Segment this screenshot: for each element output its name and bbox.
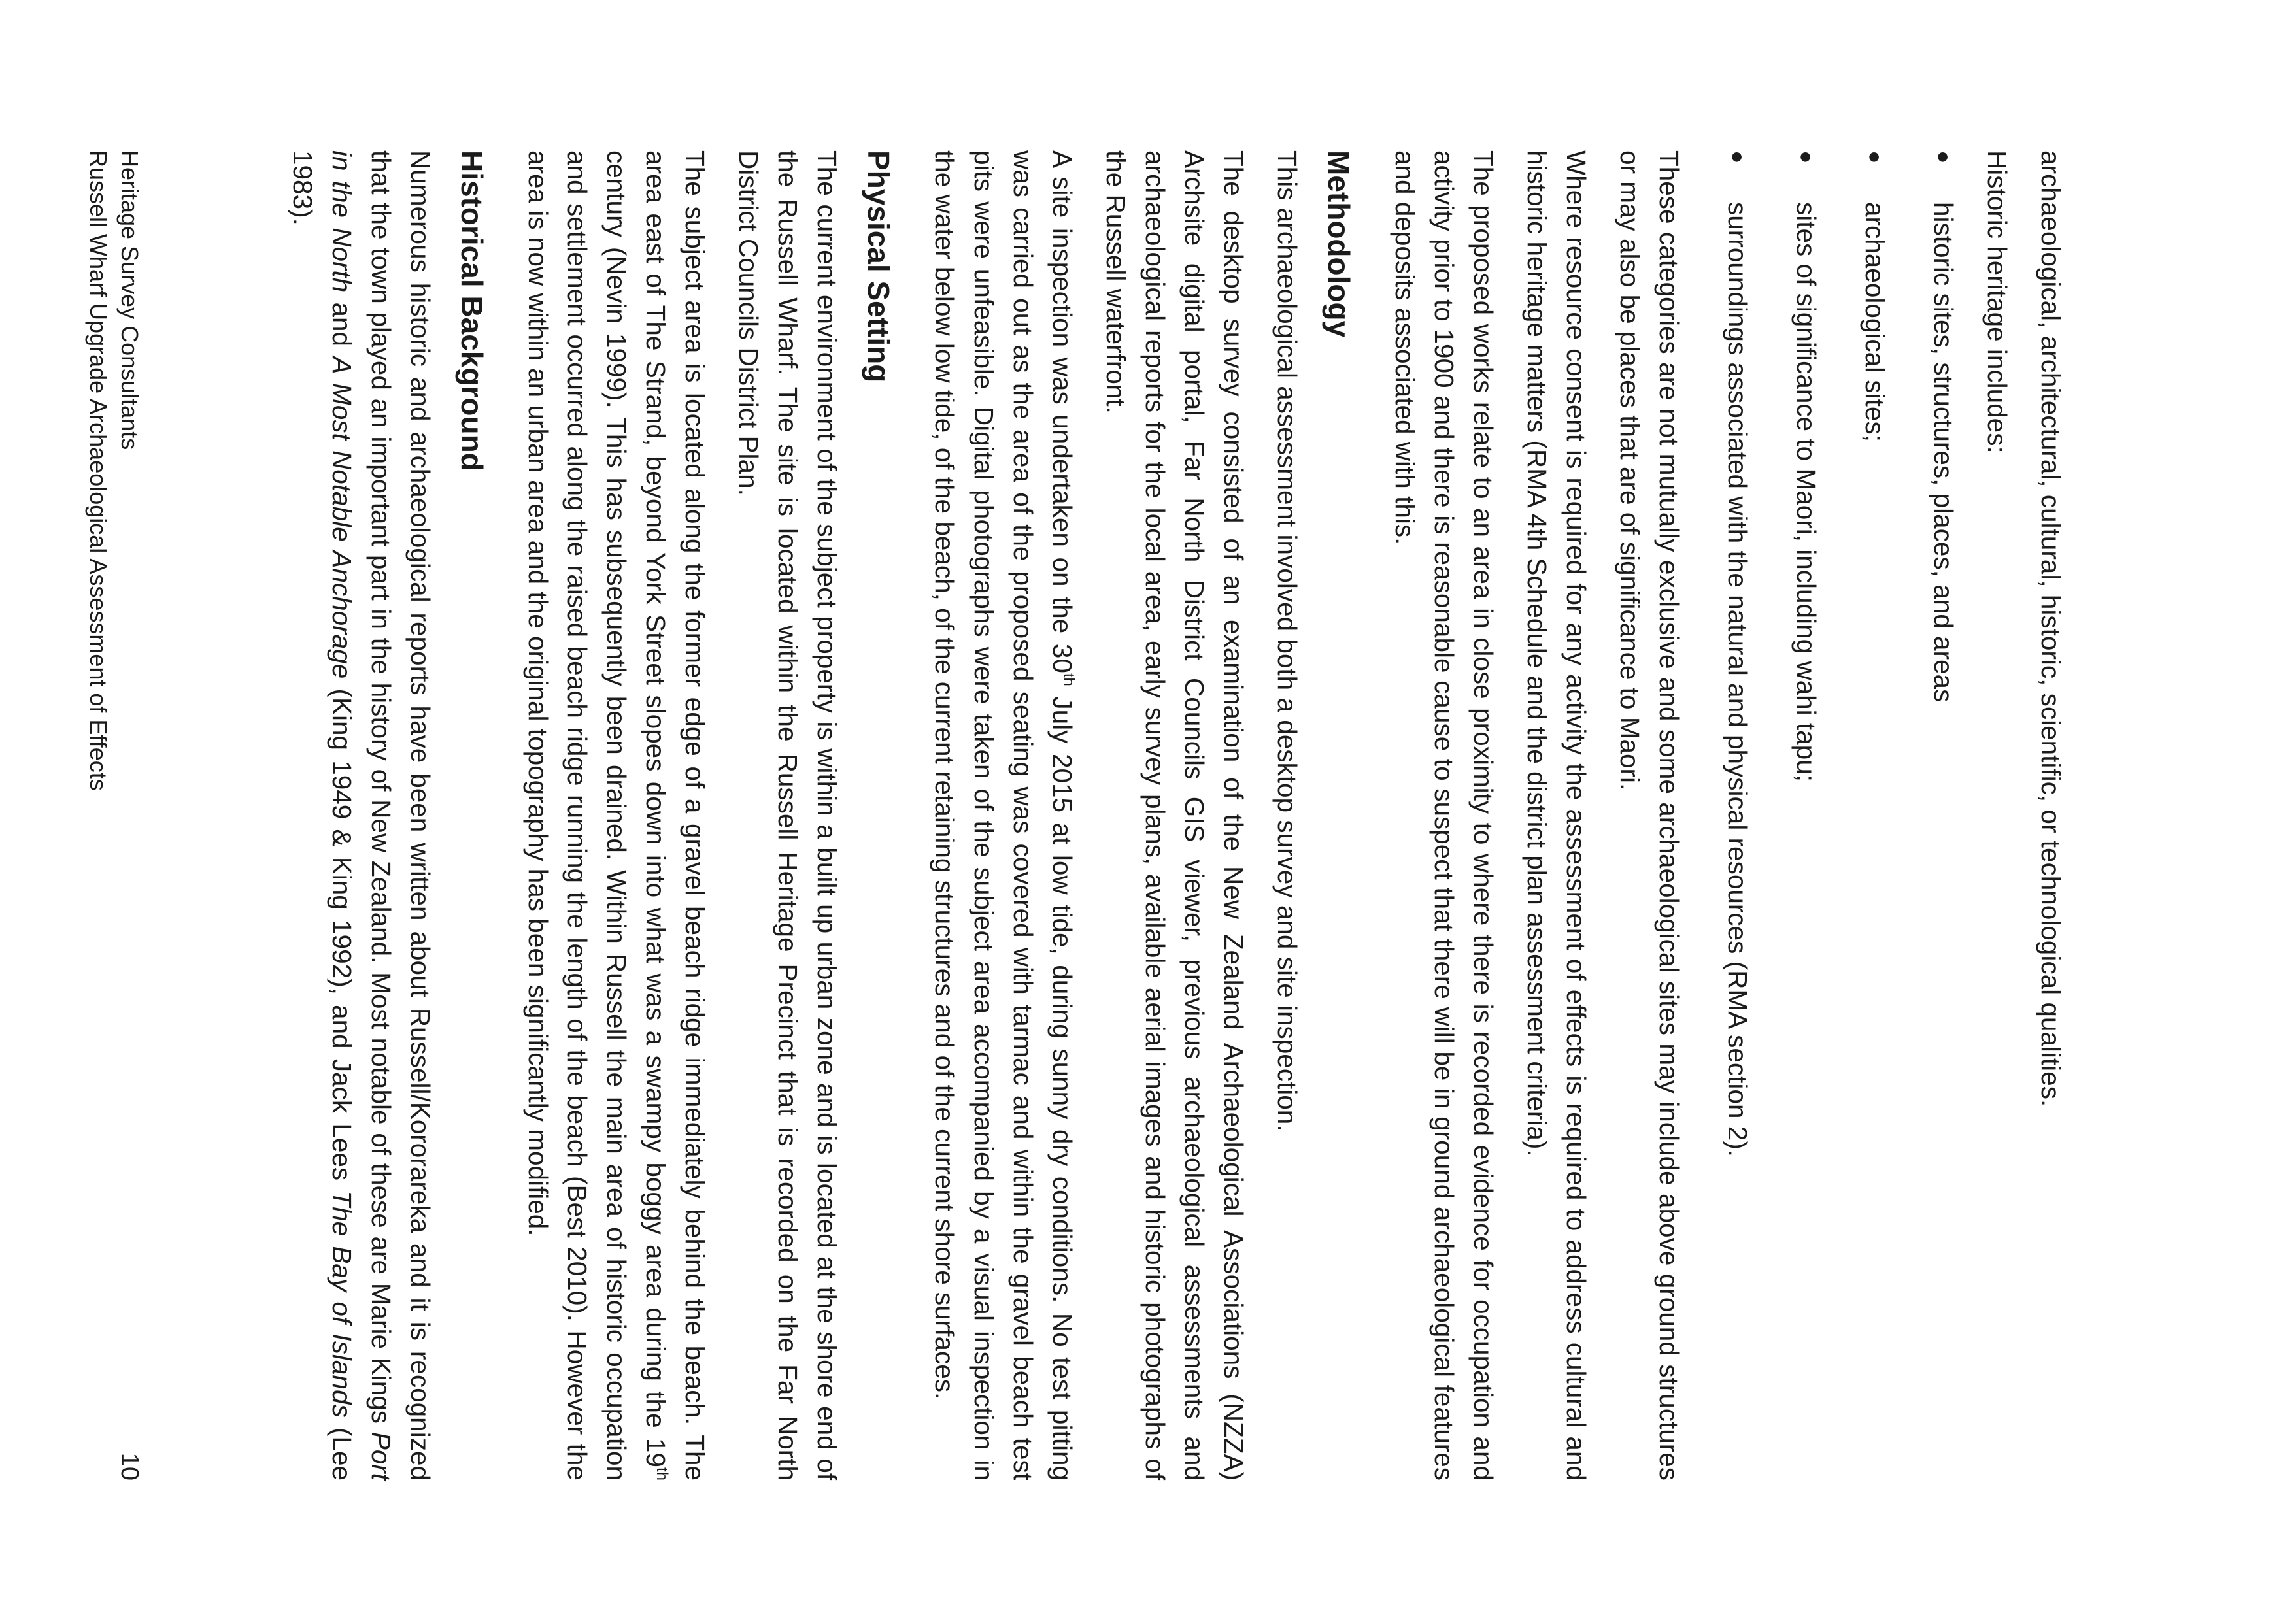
subject-area-text-a: The subject area is located along the former edge of a gravel beach ridge immediately behind the beach. The area east of The Strand, beyond York Street slopes down into what was a swampy boggy area during the 19 [641,150,710,1480]
intro-paragraph-end: archaeological, architectural, cultural, historic, scientific, or technological qualities. [2036,150,2066,1107]
list-item-text: surroundings associated with the natural and physical resources (RMA section 2). [1723,202,1753,1157]
list-item-text: historic sites, structures, places, and areas [1929,202,1959,703]
bullet-icon: ● [1863,150,1887,164]
heritage-list [1718,150,1963,1480]
footer-organization: Heritage Survey Consultants [116,150,143,450]
methodology-overview-paragraph: This archaeological assessment involved both a desktop survey and site inspection. [1272,150,1302,1132]
historical-text-c: (King 1949 & King 1992), and Jack Lees [327,678,357,1191]
footer-report-title: Russell Wharf Upgrade Archaeological Assessment of Effects [85,150,112,791]
site-inspection-text-a: A site inspection was undertaken on the 30 [1047,150,1077,673]
page-number: 10 [116,1452,143,1480]
bullet-icon: ● [1794,150,1819,164]
page-content [269,150,2070,1480]
list-item [1855,150,1895,1480]
historical-text-a: Numerous historic and archaeological reports have been written about Russell/Kororareka and it is recognized that the town played an important part in the history of New Zealand. Most notable of these are Marie Kings [366,150,435,1480]
bullet-icon: ● [1931,150,1956,164]
book-title-a-most-notable-anchorage: A Most Notable Anchorage [327,356,357,679]
page-footer [82,150,145,1480]
site-inspection-text-b: July 2015 at low tide, during sunny dry conditions. No test pitting was carried out as the area of the proposed seating was covered with tarmac and within the gravel beach test pits were unfeasible. Digital photographs were taken of the subject area accompanied by a visual inspection in the water below low tide, of the beach, of the current retaining structures and of the current shore surfaces. [930,150,1077,1481]
list-item [1924,150,1963,1480]
subject-area-text-b: century (Nevin 1999). This has subsequently been drained. Within Russell the main area of historic occupation and settlement occurred along the raised beach ridge running the length of the beach (Best 2010). However the area is now within an urban area and the original topography has been significantly modified. [523,150,632,1480]
subject-area-superscript: th [653,1467,671,1480]
book-title-port-in-the-north: Port in the North [327,150,396,1480]
subject-area-paragraph [518,150,715,1480]
list-item [1718,150,1757,1480]
bullet-icon: ● [1725,150,1750,164]
historical-background-paragraph [283,150,440,1480]
historical-background-heading: Historical Background [455,150,489,471]
resource-consent-paragraph: Where resource consent is required for any activity the assessment of effects is required to address cultural and historic heritage matters (RMA 4th Schedule and the district plan assessment criteria). [1522,150,1591,1480]
heritage-intro: Historic heritage includes: [1982,150,2012,454]
desktop-survey-paragraph: The desktop survey consisted of an examination of the New Zealand Archaeological Associations (NZZA) Archsite digital portal, Far North District Councils GIS viewer, previous archaeological assessments and archaeological reports for the local area, early survey plans, available aerial images and historic photographs of the Russell waterfront. [1101,150,1249,1480]
book-title-the-bay-of-islands: The Bay of Islands [327,1190,357,1418]
list-item [1787,150,1826,1480]
environment-paragraph: The current environment of the subject property is within a built up urban zone and is located at the shore end of the Russell Wharf. The site is located within the Russell Heritage Precinct that is recorded on the Far North District Councils District Plan. [734,150,842,1480]
methodology-heading: Methodology [1322,150,1356,338]
historical-text-d: (Lee 1983). [288,150,357,1481]
site-inspection-superscript: th [1060,673,1077,686]
site-inspection-paragraph [925,150,1082,1480]
historical-text-b: and [327,292,357,357]
categories-paragraph: These categories are not mutually exclusive and some archaeological sites may include above ground structures or may also be places that are of significance to Maori. [1615,150,1684,1480]
list-item-text: archaeological sites; [1860,202,1890,442]
proposed-works-paragraph: The proposed works relate to an area in close proximity to where there is recorded evidence for occupation and activity prior to 1900 and there is reasonable cause to suspect that there will be in ground archaeological features and deposits associated with this. [1390,150,1498,1480]
list-item-text: sites of significance to Maori, including wahi tapu; [1791,202,1821,782]
physical-setting-heading: Physical Setting [862,150,896,383]
